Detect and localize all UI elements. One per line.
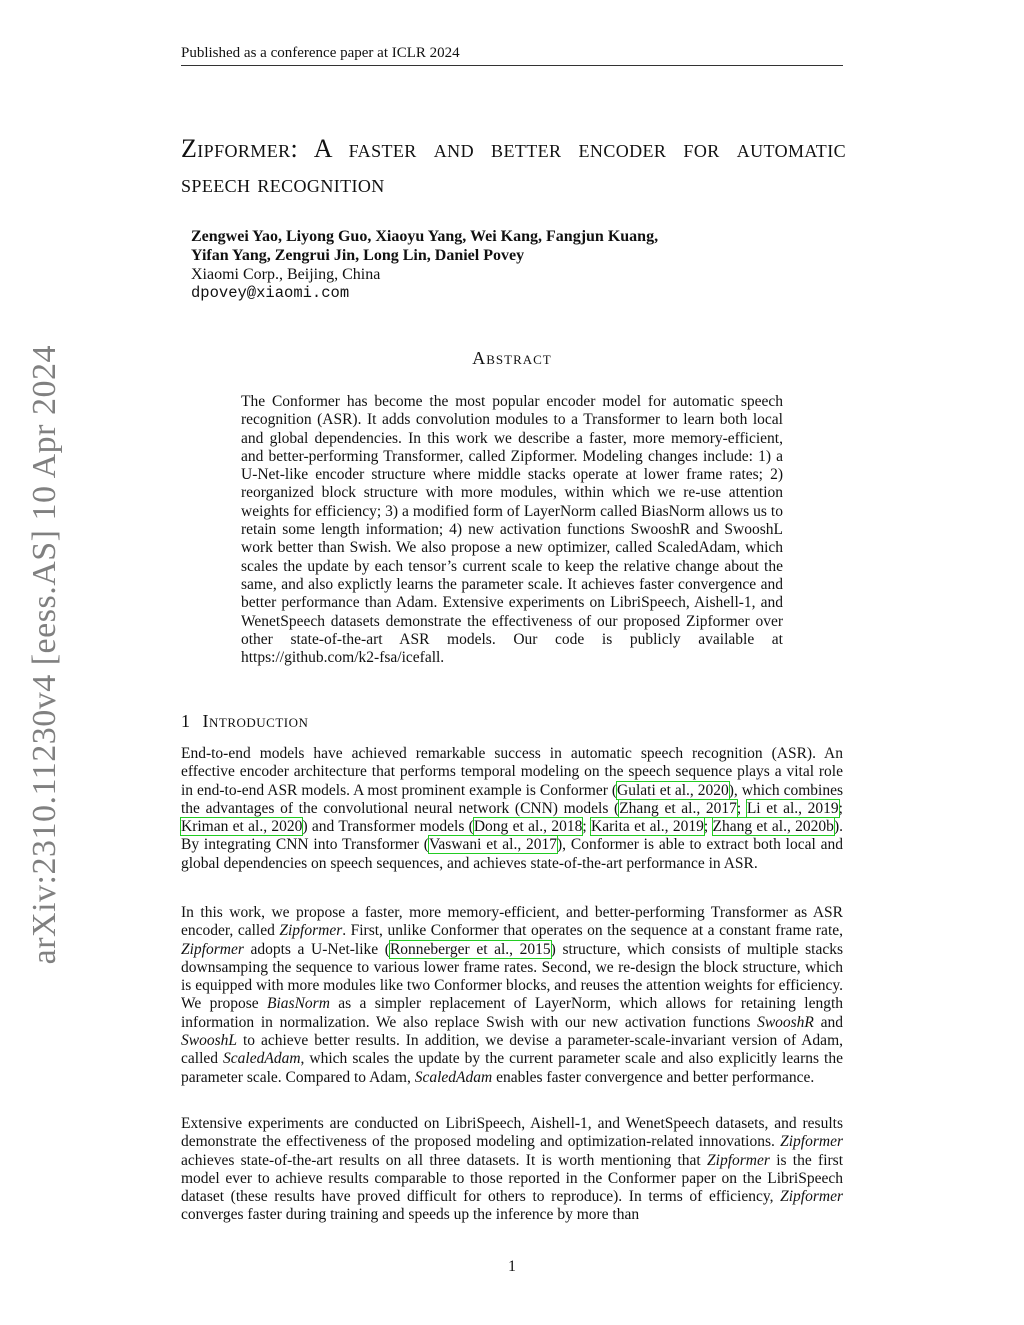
emphasis: Zipformer bbox=[780, 1188, 843, 1206]
affiliation: Xiaomi Corp., Beijing, China bbox=[191, 266, 381, 283]
arxiv-identifier-stamp: arXiv:2310.11230v4 [eess.AS] 10 Apr 2024 bbox=[26, 345, 63, 965]
emphasis: SwooshL bbox=[181, 1032, 237, 1050]
section-number: 1 bbox=[181, 711, 191, 731]
text-run: achieves state-of-the-art results on all three datasets. It is worth mentioning that bbox=[181, 1151, 708, 1169]
text-run: ) structure, which consists of multiple stacks downsamping the sequence to various lower frame rates. Second, we re-design the block structure, which is equipped with more modules like two Conformer blocks, and reuses the attention weights for efficiency. We propose bbox=[181, 940, 843, 1013]
citation-link[interactable]: Zhang et al., 2020b bbox=[712, 818, 834, 836]
emphasis: Zipformer bbox=[279, 922, 343, 940]
citation-link[interactable]: Karita et al., 2019 bbox=[591, 818, 704, 836]
text-run: ; bbox=[703, 818, 713, 836]
emphasis: SwooshR bbox=[757, 1013, 814, 1031]
text-run: ) and Transformer models ( bbox=[302, 818, 474, 836]
emphasis: ScaledAdam bbox=[414, 1068, 493, 1086]
citation-link[interactable]: Dong et al., 2018 bbox=[473, 818, 583, 836]
text-run: ), Conformer is able to extract both local and global dependencies on speech sequences, and achieves state-of-the-art performance in ASR. bbox=[181, 836, 843, 872]
text-run: ; bbox=[838, 799, 843, 817]
citation-link[interactable]: Zhang et al., 2017 bbox=[619, 799, 737, 817]
abstract-heading: Abstract bbox=[472, 348, 552, 368]
text-run: and bbox=[813, 1013, 843, 1031]
page-number: 1 bbox=[508, 1258, 516, 1275]
author-email: dpovey@xiaomi.com bbox=[191, 284, 350, 302]
text-run: enables faster convergence and better performance. bbox=[492, 1068, 815, 1086]
citation-link[interactable]: Li et al., 2019 bbox=[746, 799, 839, 817]
text-run: . First, unlike Conformer that operates on the sequence at a constant frame rate, bbox=[342, 922, 843, 940]
intro-paragraph-1 bbox=[181, 745, 843, 873]
author-block bbox=[191, 227, 791, 303]
text-run: ). By integrating CNN into Transformer ( bbox=[181, 818, 843, 854]
intro-paragraph-3 bbox=[181, 1115, 843, 1225]
text-run: Extensive experiments are conducted on LibriSpeech, Aishell-1, and WenetSpeech datasets, and results demonstrate the effectiveness of the proposed modeling and optimization-related innovations. bbox=[181, 1115, 843, 1151]
author-names-line2: Yifan Yang, Zengrui Jin, Long Lin, Daniel Povey bbox=[191, 247, 525, 264]
citation-link[interactable]: Gulati et al., 2020 bbox=[617, 781, 729, 799]
text-run: adopts a U-Net-like ( bbox=[243, 940, 390, 958]
text-run: , which scales the update by the current parameter scale and also explicitly learns the parameter scale. Compared to Adam, bbox=[181, 1050, 843, 1086]
section-title: Introduction bbox=[202, 711, 309, 731]
text-run: is the first model ever to achieve results comparable to those reported in the Conformer paper on the LibriSpeech dataset (these results have proved difficult for others to reproduce). In terms of efficiency, bbox=[181, 1151, 843, 1206]
abstract-text: The Conformer has become the most popular encoder model for automatic speech recognition (ASR). It adds convolution modules to a Transformer to learn both local and global dependencies. In this work we describe a faster, more memory-efficient, and better-performing Transformer, called Zipformer. Modeling changes include: 1) a U-Net-like encoder structure where middle stacks operate at lower frame rates; 2) reorganized block structure with more modules, within which we re-use attention weights for efficiency; 3) a modified form of LayerNorm called BiasNorm allows us to retain some length information; 4) new activation functions SwooshR and SwooshL work better than Swish. We also propose a new optimizer, called ScaledAdam, which scales the update by each tensor’s current scale to keep the relative change about the same, and also explictly learns the parameter scale. It achieves faster convergence and better performance than Adam. Extensive experiments on LibriSpeech, Aishell-1, and WenetSpeech datasets demonstrate the effectiveness of our proposed Zipformer over other state-of-the-art ASR models. Our code is publicly available at https://github.com/k2-fsa/icefall. bbox=[241, 393, 783, 667]
emphasis: Zipformer bbox=[707, 1151, 770, 1169]
text-run: ), which combines the advantages of the convolutional neural network (CNN) models ( bbox=[181, 781, 843, 817]
section-heading-introduction bbox=[181, 711, 308, 732]
text-run: to achieve better results. In addition, we devise a parameter-scale-invariant version of Adam, called bbox=[181, 1032, 843, 1068]
running-header: Published as a conference paper at ICLR 2024 bbox=[181, 44, 843, 66]
citation-link[interactable]: Ronneberger et al., 2015 bbox=[389, 940, 551, 958]
emphasis: ScaledAdam bbox=[223, 1050, 301, 1068]
emphasis: BiasNorm bbox=[267, 995, 330, 1013]
text-run: ; bbox=[736, 799, 747, 817]
paper-title: Zipformer: A faster and better encoder for automatic speech recognition bbox=[181, 134, 846, 198]
citation-link[interactable]: Kriman et al., 2020 bbox=[181, 818, 303, 836]
text-run: In this work, we propose a faster, more memory-efficient, and better-performing Transformer as ASR encoder, called bbox=[181, 904, 843, 940]
text-run: as a simpler replacement of LayerNorm, which allows for retaining length information in normalization. We also replace Swish with our new activation functions bbox=[181, 995, 844, 1031]
emphasis: Zipformer bbox=[181, 940, 244, 958]
text-run: End-to-end models have achieved remarkable success in automatic speech recognition (ASR). An effective encoder architecture that performs temporal modeling on the speech sequence plays a vital role in end-to-end ASR models. A most prominent example is Conformer ( bbox=[181, 745, 843, 799]
intro-paragraph-2 bbox=[181, 904, 843, 1087]
text-run: ; bbox=[582, 818, 592, 836]
author-names-line1: Zengwei Yao, Liyong Guo, Xiaoyu Yang, Wei Kang, Fangjun Kuang, bbox=[191, 228, 659, 245]
citation-link[interactable]: Vaswani et al., 2017 bbox=[428, 836, 558, 854]
text-run: converges faster during training and speeds up the inference by more than bbox=[181, 1206, 640, 1224]
emphasis: Zipformer bbox=[780, 1133, 843, 1151]
